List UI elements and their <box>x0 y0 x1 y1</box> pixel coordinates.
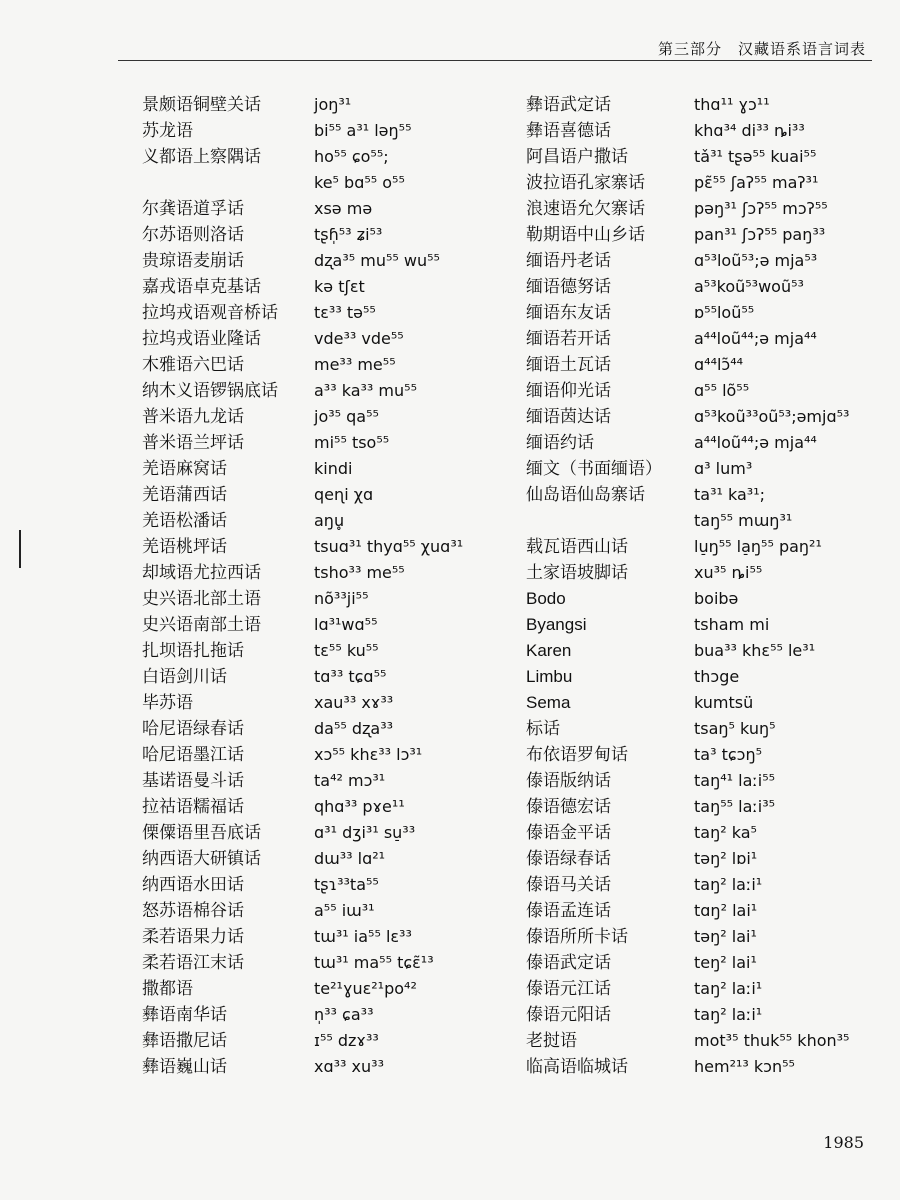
word-entry <box>140 924 463 950</box>
word-form: ɒ⁵⁵loũ⁵⁵ <box>694 303 755 322</box>
language-name: 老挝语 <box>526 1031 577 1051</box>
word-form: jo³⁵ qa⁵⁵ <box>314 407 379 426</box>
language-name: 缅语丹老话 <box>526 251 611 271</box>
running-header: 第三部分 汉藏语系语言词表 <box>657 40 866 58</box>
language-name: 缅语东友话 <box>526 303 611 323</box>
language-name: 仙岛语仙岛寨话 <box>526 485 645 505</box>
word-entry <box>526 1054 849 1080</box>
language-name: Bodo <box>526 589 566 608</box>
language-name: 却域语尤拉西话 <box>142 563 261 583</box>
word-entry <box>526 196 849 222</box>
word-entry <box>140 846 463 872</box>
word-form: təŋ² lɒi¹ <box>694 849 758 868</box>
word-form: təŋ² lai¹ <box>694 927 757 946</box>
language-name: Byangsi <box>526 615 587 634</box>
word-form: thɑ¹¹ ɣɔ¹¹ <box>694 95 770 114</box>
word-entry <box>526 820 849 846</box>
word-form: taŋ² laːi¹ <box>694 1005 763 1024</box>
word-entry <box>140 144 463 170</box>
language-name: 羌语松潘话 <box>142 511 227 531</box>
word-form: xɑ³³ xu³³ <box>314 1057 384 1076</box>
language-name: 白语剑川话 <box>142 667 227 687</box>
word-form: ɑ³¹ dʒi³¹ su̠³³ <box>314 823 416 842</box>
word-entry <box>140 950 463 976</box>
word-entry <box>140 664 463 690</box>
language-name: 傣语元阳话 <box>526 1005 611 1025</box>
word-entry <box>140 456 463 482</box>
language-name: 缅文（书面缅语） <box>526 459 662 479</box>
word-entry <box>140 274 463 300</box>
language-name: 缅语德努话 <box>526 277 611 297</box>
word-entry <box>140 482 463 508</box>
word-form: bi⁵⁵ a³¹ ləŋ⁵⁵ <box>314 121 412 140</box>
word-form: hem²¹³ kɔn⁵⁵ <box>694 1057 795 1076</box>
language-name: 彝语南华话 <box>142 1005 227 1025</box>
word-form: kə tʃɛt <box>314 277 365 296</box>
language-name: 苏龙语 <box>142 121 193 141</box>
word-entry <box>526 144 849 170</box>
page-number: 1985 <box>823 1133 864 1152</box>
language-name: 羌语蒲西话 <box>142 485 227 505</box>
word-entry <box>140 560 463 586</box>
language-name: 扎坝语扎拖话 <box>142 641 244 661</box>
word-form: tsuɑ³¹ thyɑ⁵⁵ χuɑ³¹ <box>314 537 464 556</box>
word-entry <box>526 508 849 534</box>
language-name: 纳木义语锣锅底话 <box>142 381 278 401</box>
language-name: 撒都语 <box>142 979 193 999</box>
language-name: 布依语罗甸话 <box>526 745 628 765</box>
language-name: 傣语绿春话 <box>526 849 611 869</box>
word-entry <box>526 482 849 508</box>
word-entry <box>140 794 463 820</box>
word-form: tɛ³³ tə⁵⁵ <box>314 303 376 322</box>
word-entry <box>140 872 463 898</box>
language-name: 怒苏语棉谷话 <box>142 901 244 921</box>
word-form: qhɑ³³ pɤe¹¹ <box>314 797 405 816</box>
word-form: tɯ³¹ ia⁵⁵ lɛ³³ <box>314 927 412 946</box>
language-name: 临高语临城话 <box>526 1057 628 1077</box>
word-entry <box>526 898 849 924</box>
word-form: pan³¹ ʃɔʔ⁵⁵ paŋ³³ <box>694 225 826 244</box>
word-form: da⁵⁵ dʐa³³ <box>314 719 394 738</box>
word-entry <box>140 378 463 404</box>
word-entry <box>526 352 849 378</box>
word-form: lɑ³¹wɑ⁵⁵ <box>314 615 378 634</box>
word-form: ɑ³ lum³ <box>694 459 753 478</box>
language-name: 纳西语水田话 <box>142 875 244 895</box>
language-name: 彝语巍山话 <box>142 1057 227 1077</box>
word-form: kindi <box>314 459 353 478</box>
word-form: xu³⁵ ȵi⁵⁵ <box>694 563 763 582</box>
word-entry <box>140 118 463 144</box>
word-entry <box>140 586 463 612</box>
language-name: 普米语兰坪话 <box>142 433 244 453</box>
word-form: ta⁴² mɔ³¹ <box>314 771 386 790</box>
right-column <box>526 92 849 1080</box>
word-form: vde³³ vde⁵⁵ <box>314 329 404 348</box>
word-form: tɑ³³ tɕɑ⁵⁵ <box>314 667 387 686</box>
word-form: dʐa³⁵ mu⁵⁵ wu⁵⁵ <box>314 251 440 270</box>
word-entry <box>526 742 849 768</box>
language-name: 缅语土瓦话 <box>526 355 611 375</box>
word-entry <box>526 1028 849 1054</box>
language-name: 彝语撒尼话 <box>142 1031 227 1051</box>
language-name: 拉坞戎语业隆话 <box>142 329 261 349</box>
word-entry <box>526 170 849 196</box>
word-entry <box>526 118 849 144</box>
language-name: 傣语金平话 <box>526 823 611 843</box>
word-entry <box>526 872 849 898</box>
language-name: 傣语所所卡话 <box>526 927 628 947</box>
word-form: dɯ³³ lɑ²¹ <box>314 849 386 868</box>
language-name: 浪速语允欠寨话 <box>526 199 645 219</box>
language-name: 彝语武定话 <box>526 95 611 115</box>
word-form: tɛ⁵⁵ ku⁵⁵ <box>314 641 379 660</box>
word-form: taŋ⁵⁵ mɯŋ³¹ <box>694 511 793 530</box>
word-entry <box>140 612 463 638</box>
language-name: 拉祜语糯福话 <box>142 797 244 817</box>
word-entry <box>140 1028 463 1054</box>
word-entry <box>140 248 463 274</box>
word-entry <box>526 326 849 352</box>
language-name: 载瓦语西山话 <box>526 537 628 557</box>
word-form: n̩³³ ɕa³³ <box>314 1005 374 1024</box>
word-entry <box>526 248 849 274</box>
word-form: me³³ me⁵⁵ <box>314 355 396 374</box>
word-entry <box>526 1002 849 1028</box>
word-entry <box>140 508 463 534</box>
word-form: mot³⁵ thuk⁵⁵ khon³⁵ <box>694 1031 850 1050</box>
word-form: te²¹ɣuɛ²¹po⁴² <box>314 979 417 998</box>
word-form: tsaŋ⁵ kuŋ⁵ <box>694 719 776 738</box>
word-form: taŋ⁵⁵ laːi³⁵ <box>694 797 776 816</box>
language-name: 哈尼语墨江话 <box>142 745 244 765</box>
word-form: a⁴⁴loũ⁴⁴;ə mja⁴⁴ <box>694 433 817 452</box>
word-form: joŋ³¹ <box>314 95 352 114</box>
word-form: khɑ³⁴ di³³ ȵi³³ <box>694 121 805 140</box>
word-entry <box>140 196 463 222</box>
language-name: 景颇语铜壁关话 <box>142 95 261 115</box>
word-form: tɑŋ² lai¹ <box>694 901 758 920</box>
language-name: 傣语武定话 <box>526 953 611 973</box>
word-form: ɑ⁵³koũ³³oũ⁵³;əmjɑ⁵³ <box>694 407 850 426</box>
language-name: 普米语九龙话 <box>142 407 244 427</box>
language-name: 尔龚语道孚话 <box>142 199 244 219</box>
language-name: 缅语仰光话 <box>526 381 611 401</box>
word-entry <box>526 716 849 742</box>
language-name: 阿昌语户撒话 <box>526 147 628 167</box>
word-entry <box>140 352 463 378</box>
word-entry <box>140 976 463 1002</box>
word-entry <box>526 612 849 638</box>
word-form: teŋ² lai¹ <box>694 953 757 972</box>
language-name: 缅语约话 <box>526 433 594 453</box>
language-name: 傣语德宏话 <box>526 797 611 817</box>
word-entry <box>526 92 849 118</box>
word-form: taŋ⁴¹ laːi⁵⁵ <box>694 771 776 790</box>
word-entry <box>140 1054 463 1080</box>
word-form: ɑ⁵⁵ lõ⁵⁵ <box>694 381 750 400</box>
language-name: 波拉语孔家寨话 <box>526 173 645 193</box>
word-form: ɪ⁵⁵ dzɤ³³ <box>314 1031 379 1050</box>
margin-mark <box>19 530 21 568</box>
word-entry <box>526 638 849 664</box>
word-entry <box>526 950 849 976</box>
word-form: ɑ⁴⁴lɔ̃⁴⁴ <box>694 355 744 374</box>
word-entry <box>140 716 463 742</box>
word-entry <box>526 768 849 794</box>
word-form: xau³³ xɤ³³ <box>314 693 394 712</box>
language-name: Sema <box>526 693 571 712</box>
language-name: 傣语元江话 <box>526 979 611 999</box>
word-form: qeɳi χɑ <box>314 485 374 504</box>
language-name: 毕苏语 <box>142 693 193 713</box>
word-entry <box>526 430 849 456</box>
word-form: boibə <box>694 589 739 608</box>
word-form: tʂɦ̩⁵³ ʑi⁵³ <box>314 225 383 244</box>
word-form: taŋ² laːi¹ <box>694 875 763 894</box>
word-entry <box>526 378 849 404</box>
word-form: xɔ⁵⁵ khɛ³³ lɔ³¹ <box>314 745 423 764</box>
word-form: mi⁵⁵ tso⁵⁵ <box>314 433 390 452</box>
word-entry <box>526 534 849 560</box>
word-entry <box>526 924 849 950</box>
word-entry <box>526 586 849 612</box>
word-form: a⁵⁵ iɯ³¹ <box>314 901 375 920</box>
word-entry <box>526 846 849 872</box>
word-form: tsho³³ me⁵⁵ <box>314 563 405 582</box>
word-entry <box>140 300 463 326</box>
language-name: 史兴语北部土语 <box>142 589 261 609</box>
word-entry <box>140 768 463 794</box>
header-rule <box>118 60 872 61</box>
word-entry <box>140 326 463 352</box>
word-form: pəŋ³¹ ʃɔʔ⁵⁵ mɔʔ⁵⁵ <box>694 199 828 218</box>
word-form: ta³ tɕɔŋ⁵ <box>694 745 762 764</box>
word-form: bua³³ khɛ⁵⁵ le³¹ <box>694 641 816 660</box>
word-entry <box>140 820 463 846</box>
language-name: 傣语孟连话 <box>526 901 611 921</box>
language-name: 柔若语江末话 <box>142 953 244 973</box>
language-name: 标话 <box>526 719 560 739</box>
language-name: Karen <box>526 641 572 660</box>
word-entry <box>140 534 463 560</box>
word-form: ke⁵ bɑ⁵⁵ o⁵⁵ <box>314 173 405 192</box>
language-name: 木雅语六巴话 <box>142 355 244 375</box>
language-name: 贵琼语麦崩话 <box>142 251 244 271</box>
language-name: 土家语坡脚话 <box>526 563 628 583</box>
language-name: 傣语版纳话 <box>526 771 611 791</box>
word-form: ta³¹ ka³¹; <box>694 485 765 504</box>
word-entry <box>526 976 849 1002</box>
language-name: 纳西语大研镇话 <box>142 849 261 869</box>
language-name: 拉坞戎语观音桥话 <box>142 303 278 323</box>
language-name: 勒期语中山乡话 <box>526 225 645 245</box>
word-form: pɛ̃⁵⁵ ʃaʔ⁵⁵ maʔ³¹ <box>694 173 819 192</box>
word-form: ho⁵⁵ ɕo⁵⁵; <box>314 147 389 166</box>
word-form: a³³ ka³³ mu⁵⁵ <box>314 381 417 400</box>
word-entry <box>140 898 463 924</box>
language-name: 缅语若开话 <box>526 329 611 349</box>
language-name: 义都语上察隅话 <box>142 147 261 167</box>
word-form: lu̠ŋ⁵⁵ la̠ŋ⁵⁵ paŋ²¹ <box>694 537 822 556</box>
language-name: 羌语桃坪话 <box>142 537 227 557</box>
word-entry <box>140 222 463 248</box>
word-form: kumtsü <box>694 693 754 712</box>
word-entry <box>140 430 463 456</box>
word-entry <box>526 690 849 716</box>
word-entry <box>140 742 463 768</box>
language-name: 嘉戎语卓克基话 <box>142 277 261 297</box>
word-form: xsə mə <box>314 199 373 218</box>
word-entry <box>526 560 849 586</box>
word-entry <box>140 638 463 664</box>
language-name: 哈尼语绿春话 <box>142 719 244 739</box>
word-form: tǎ³¹ tʂə⁵⁵ kuai⁵⁵ <box>694 147 817 166</box>
word-form: tʂɿ³³ta⁵⁵ <box>314 875 379 894</box>
language-name: 柔若语果力话 <box>142 927 244 947</box>
language-name: 傈僳语里吾底话 <box>142 823 261 843</box>
word-entry <box>526 222 849 248</box>
word-form: aŋu̥ <box>314 511 345 530</box>
language-name: 傣语马关话 <box>526 875 611 895</box>
word-entry <box>526 404 849 430</box>
left-column <box>140 92 463 1080</box>
word-form: tsham mi <box>694 615 770 634</box>
language-name: 缅语茵达话 <box>526 407 611 427</box>
word-entry <box>140 170 463 196</box>
word-form: nõ³³ji⁵⁵ <box>314 589 369 608</box>
word-form: thɔge <box>694 667 740 686</box>
language-name: Limbu <box>526 667 573 686</box>
word-entry <box>526 664 849 690</box>
language-name: 基诺语曼斗话 <box>142 771 244 791</box>
language-name: 尔苏语则洛话 <box>142 225 244 245</box>
word-form: taŋ² ka⁵ <box>694 823 757 842</box>
language-name: 彝语喜德话 <box>526 121 611 141</box>
word-entry <box>526 300 849 326</box>
word-entry <box>140 404 463 430</box>
language-name: 史兴语南部土语 <box>142 615 261 635</box>
word-entry <box>140 92 463 118</box>
word-form: a⁵³koũ⁵³woũ⁵³ <box>694 277 804 296</box>
word-form: tɯ³¹ ma⁵⁵ tɕɛ̃¹³ <box>314 953 434 972</box>
word-entry <box>526 456 849 482</box>
word-form: taŋ² laːi¹ <box>694 979 763 998</box>
word-entry <box>140 690 463 716</box>
word-entry <box>526 274 849 300</box>
word-form: a⁴⁴loũ⁴⁴;ə mja⁴⁴ <box>694 329 817 348</box>
word-entry <box>526 794 849 820</box>
language-name: 羌语麻窝话 <box>142 459 227 479</box>
word-form: ɑ⁵³loũ⁵³;ə mja⁵³ <box>694 251 818 270</box>
word-entry <box>140 1002 463 1028</box>
